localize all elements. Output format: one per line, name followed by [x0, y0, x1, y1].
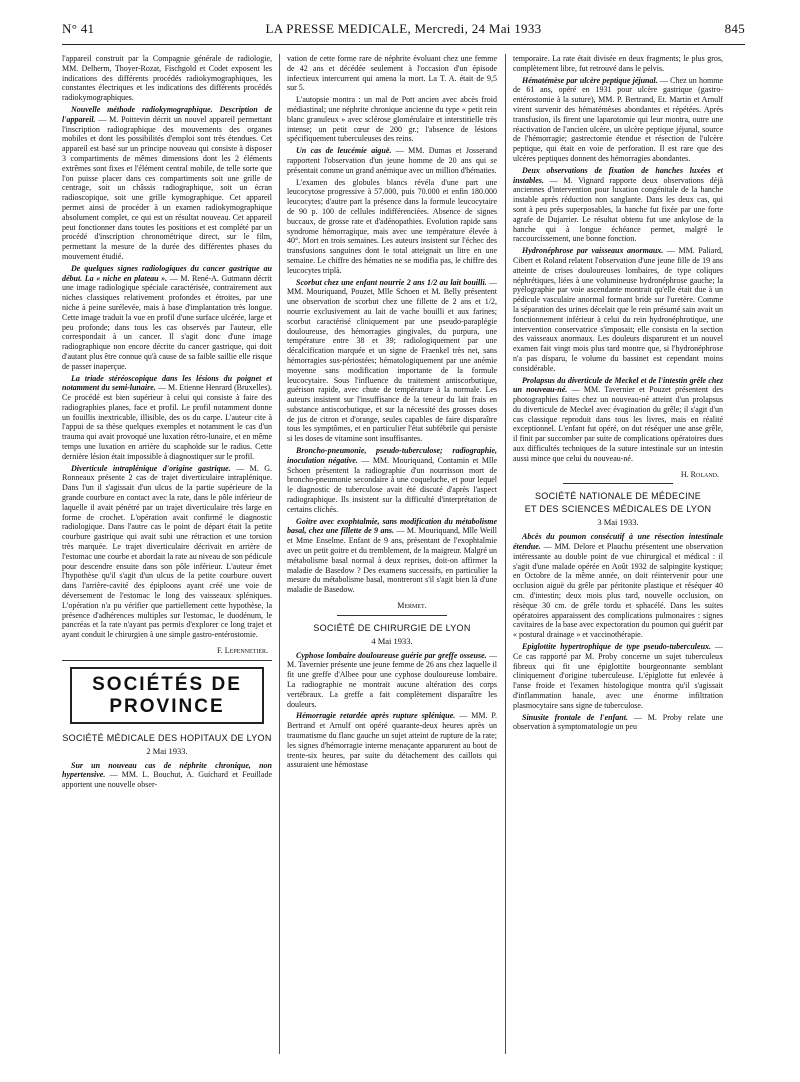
paragraph: vation de cette forme rare de néphrite évoluant chez une femme de 42 ans et décédée seulement à l'occasion d'un épisode infectieux intercurrent qui amena la mort. La T. A. était de 9,5 sur 5.: [287, 54, 497, 93]
article-body: — MM. L. Bouchut, A. Guichard et Feuillade apportent une nouvelle obser-: [62, 770, 272, 790]
article-body: — MM. Tavernier et Pouzet présentent des photographies faites chez un nouveau-né atteint d'un prolapsus du diverticule de Meckel avec évagination du grêle; il s'agit d'un cas classique reproduit dans tous les livres, mais en réalité exceptionnel. L'enfant fut opéré, on dut réséquer une anse grêle, il finit par succomber par suite de complications opératoires dues aux difficultés techniques de la suture intestinale sur un intestin aussi mince que celui du nouveau-né.: [513, 385, 723, 463]
header-rule: [62, 44, 745, 45]
article-title: Diverticule intraplénique d'origine gastrique.: [71, 463, 231, 473]
paragraph: L'examen des globules blancs révéla d'une part une leucocytose progressive à 57.000, puis 70.000 et enfin 180.000 leucocytes; d'autre part la présence dans la formule leucocytaire de 90 p. 100 de cellules indifférenciées. Absence de signes buccaux, de grosse rate et d'adénopathies. Evolution rapide sans syndrome hémorragique, mais avec une température élevée à 40°. Mort en trois semaines. Les auteurs insistent sur l'échec des transfusions sanguines dont le total atteignait un litre en une semaine. Le chiffre des hématies ne se modifia pas, le chiffre des leucocytes triplà.: [287, 177, 497, 275]
article-radiokymography: [62, 105, 272, 262]
paragraph: l'appareil construit par la Compagnie générale de radiologie, MM. Delherm, Thoyer-Rozat, Fischgold et Codet exposent les indications des différents procédés radiokymographiques, les constantes électriques et les indications des différents procédés radiokymographiques.: [62, 54, 272, 103]
article-title: Un cas de leucémie aiguë.: [296, 146, 392, 156]
journal-title-date: LA PRESSE MEDICALE, Mercredi, 24 Mai 1933: [265, 21, 542, 36]
page-number: 845: [724, 21, 745, 36]
article-body: — MM. P. Bertrand et Arnulf ont opéré quarante-deux heures après un traumatisme du flanc gauche un sujet atteint de rupture de la rate; les signes d'hémorragie interne menaçante apparurent au bout de trente-six heures, par suite du détachement des caillots qui assuraient une hémostase: [287, 711, 497, 770]
article-broncho-pneumonie: [287, 446, 497, 515]
session-date: 3 Mai 1933.: [597, 517, 639, 528]
article-title: De quelques signes radiologiques du cancer gastrique au début. La « niche en plateau ».: [62, 263, 272, 283]
article-body: — M. René-A. Gutmann décrit une image radiologique spéciale caractérisée, contrairement aux niches classiques relativement profondes et étroites, par une niche à peine surélevée, mais à base d'implantation très longue. Cette image traduit la vue en profil d'une surface ulcérée, large et peu profonde; dans tous les cas observés par l'auteur, elle correspondait à un cancer. Il s'agit donc d'une image radiographique non encore décrite du cancer gastrique, qui doit d'autant plus être connue qu'à cause de sa faible saillie elle risque de passer inaperçue.: [62, 273, 272, 371]
article-cyphose: [287, 651, 497, 710]
author-signature: H. Roland.: [680, 469, 719, 479]
article-title: Deux observations de fixation de hanches luxées et instables.: [513, 165, 723, 185]
article-nephrite: [62, 761, 272, 790]
article-title: Cyphose lombaire douloureuse guérie par greffe osseuse.: [296, 650, 487, 660]
column-1: [62, 54, 272, 1070]
section-heading-province: SOCIÉTÉS DE PROVINCE: [70, 667, 264, 724]
article-body: — MM. Mouriquand, Pouzet, Mlle Schoen et M. Belly présentent une observation de scorbut chez une fillette de 2 ans et 1/2, nourrie exclusivement au lait de vache bouilli et aux farines; scorbut caractérisé cliniquement par une pseudo-paraplégie douloureuse, des hémorragies gingivales, du purpura, une température entre 38 et 39; radiologiquement par une décalcification marquée et un signe de Fraenkel très net, sans hémorragies sus-périostées; hématologiquement par une anémie moyenne sans modification importante de la formule leucocytaire. Sous l'influence du traitement antiscorbutique, guérison rapide, avec chute de température à la normale. Les auteurs insistent sur l'insuffisance de la teneur du lait frais en substance antiscorbutique, et sur la nécessité des grosses doses de jus de citron et d'orange, seules capables de faire disparaître tous les symptômes, et en particulier l'état subfébrile qui persiste si les doses de vitamine sont insuffisantes.: [287, 277, 497, 444]
article-body: — M. Tavernier présente une jeune femme de 26 ans chez laquelle il fit une greffe d'Albee pour une cyphose douloureuse lombaire. La radiographie ne montrait aucune altération des corps vertébraux. La greffe a fait complètement disparaître les douleurs.: [287, 650, 497, 709]
article-title: Epiglottite hypertrophique de type pseudo-tuberculeux.: [522, 642, 712, 652]
article-body: — MM. Paliard, Cibert et Roland relatent l'observation d'une jeune fille de 19 ans atteinte de crises douloureuses lombaires, de type coliques néphrétiques, liées à une volumineuse hydronéphrose gauche; la pyélographie par voie ascendante montrait qu'elle était due à un pédicule vasculaire anormal formant bride sur l'uretère. Comme la séparation des urines décelait que le rein présumé sain avait un fonctionnement inférieur à celui du rein hydronéphrotique, une intervention conservatrice s'imposait; elle consista en la section des vaisseaux anormaux. Les douleurs disparurent et un nouvel examen fait vingt mois plus tard montre que, si l'hydronéphrose n'a pas disparu, le volume du bassinet est cependant moins considérable.: [513, 246, 723, 373]
article-title: Sur un nouveau cas de néphrite chronique, non hypertensive.: [62, 760, 272, 780]
article-diverticule: [62, 464, 272, 640]
article-body: — MM. Mouriquand, Contamin et Mlle Schoen présentent la radiographie d'un nourrisson mort de broncho-pneumonie secondaire à une coqueluche, et pour lequel le diagnostic de tuberculose avait été discuté d'après l'aspect radiographique. Ils insistent sur la difficulté d'interprétation de certains clichés.: [287, 455, 497, 514]
session-date: 4 Mai 1933.: [371, 635, 413, 646]
author-signature: Mermet.: [397, 601, 427, 611]
article-title: Goitre avec exophtalmie, sans modification du métabolisme basal, chez une fillette de 9 ans.: [287, 516, 497, 536]
society-heading: SOCIÉTÉ DE CHIRURGIE DE LYON: [313, 622, 471, 633]
column-2: [287, 54, 497, 1070]
article-leucemie: [287, 146, 497, 175]
article-title: Scorbut chez une enfant nourrie 2 ans 1/2 au lait bouilli.: [296, 277, 487, 287]
author-signature: F. Lepennetier.: [216, 646, 268, 656]
article-scorbut: [287, 278, 497, 445]
paragraph: L'autopsie montra : un mal de Pott ancien avec abcès froid médiastinal; une néphrite chronique ancienne du type « petit rein blanc granuleux » avec sclérose glomérulaire et interstitielle très intense; un petit cœur de 200 gr.; l'absence de lésions spécifiquement tuberculeuses des reins.: [287, 95, 497, 144]
issue-number: N° 41: [62, 21, 95, 36]
section-rule: [62, 660, 272, 661]
column-3: [513, 54, 723, 1070]
article-body: — MM. Delore et Plauchu présentent une observation intéressante au double point de vue chirurgical et médical : il s'agit d'une malade opérée en Août 1932 de salpingite kystique; en Octobre de la même année, on doit réintervenir pour une occlusion aiguë du grêle par péritonite plastique et réséquer 40 cm. d'intestin; deux mois plus tard, nouvelle occlusion, on résèque 30 cm. de grêle tordu et sphacélé. Dans les suites opératoires apparaissent des complications pulmonaires : signes cavitaires de la base avec expectoration du poumon qui guérit par « postural drainage » et vaccinothérapie.: [513, 542, 723, 640]
article-hemorragie: [287, 711, 497, 770]
society-heading: SOCIÉTÉ NATIONALE DE MÉDECINE: [534, 491, 702, 502]
article-body: — Chez un homme de 61 ans, opéré en 1931 pour ulcère gastrique (gastro-entérostomie à la suture), MM. P. Bertrand, Et. Martin et Arnulf virent survenir des hématémèses abondantes et répétées. Après transfusion, ils firent une laparotomie qui leur montra, outre une réactivation de l'ancien ulcère, un ulcère peptique jéjunal, source de l'hémorragie; gastrectomie étendue et résection de l'ulcère peptique, qui était en voie de perforation. Il est rare que des ulcères peptiques donnent des hémorragies abondantes.: [513, 75, 723, 163]
society-heading-line2: ET DES SCIENCES MÉDICALES DE LYON: [524, 504, 712, 515]
article-title: La triade stéréoscopique dans les lésions du poignet et notamment du semi-lunaire.: [62, 373, 272, 393]
article-title: Prolapsus du diverticule de Meckel et de l'intestin grêle chez un nouveau-né.: [513, 375, 723, 395]
article-body: — MM. Dumas et Josserand rapportent l'observation d'un jeune homme de 20 ans qui se présentait comme un grand anémique avec un million d'hématies.: [287, 146, 497, 175]
article-body: — M. Poittevin décrit un nouvel appareil permettant l'inscription radiographique des mouvements des organes mobiles et dont les possibilités d'emploi sont très étendues. Cet appareil est basé sur un principe nouveau qui consiste à disposer 3 compartiments de mêmes dimensions dont les 2 éléments extrêmes sont fixes et l'élément central mobile, de telle sorte que l'on puisse placer dans ces compartiments soit une grille de centrage, soit un châssis radiographique, soit un écran radioscopique, soit une grille kymographique. Cet appareil permet ainsi de procéder à un examen radiokymographique absolument complet, ce qui est un résultat nouveau. Cet appareil peut fonctionner dans toutes les positions et est complété par un procédé d'inscription chronométrique direct, sur le film, permettant la mesure de la durée des différentes phases du mouvement étudié.: [62, 114, 272, 261]
session-date: 2 Mai 1933.: [146, 745, 188, 756]
article-body: — M. Etienne Henrard (Bruxelles). Ce procédé est bien supérieur à celui qui consiste à faire des radiographies planes, face et profil. Le profil notamment donne un fouillis inextricable, illisible, des os du carpe. L'auteur cite à l'appui de sa thèse quelques exemples et notamment le cas d'un trauma qui avait provoqué une luxation rétro-lunaire, et en même temps une luxation en arrière du scaphoïde sur le radius. Cette dernière lésion était impossible à diagnostiquer sur le profil.: [62, 383, 272, 461]
section-rule: [337, 615, 447, 616]
article-title: Abcès du poumon consécutif à une résection intestinale étendue.: [513, 532, 723, 552]
article-title: Nouvelle méthode radiokymographique. Description de l'appareil.: [62, 104, 272, 124]
article-abces: [513, 532, 723, 640]
article-epiglottite: [513, 642, 723, 711]
article-hanches: [513, 166, 723, 244]
page-header: [62, 21, 745, 41]
article-title: Hydronéphrose par vaisseaux anormaux.: [522, 246, 664, 256]
article-title: Hématémèse par ulcère peptique jéjunal.: [522, 75, 658, 85]
article-body: — M. Vignard rapporte deux observations déjà anciennes d'intervention pour luxation congénitale de la hanche instable après réduction non sanglante. Dans les deux cas, qui sont à peu près superposables, la hanche fut fixée par une forte agrafe de Dujarrier. Le résultat obtenu fut une ankylose de la hanche qui à longue échéance permet, malgré le raccourcissement, une bonne fonction.: [513, 175, 723, 244]
article-niche-en-plateau: [62, 264, 272, 372]
column-divider: [505, 54, 506, 1054]
paragraph: temporaire. La rate était divisée en deux fragments; le plus gros, complètement libre, fut retrouvé dans le pelvis.: [513, 54, 723, 73]
article-hematemese: [513, 76, 723, 164]
article-goitre: [287, 517, 497, 595]
article-hydronephrose: [513, 246, 723, 373]
article-body: — M. Mouriquand, Mlle Weill et Mme Enselme. Enfant de 9 ans, présentant de l'exophtalmie avec un petit goitre et du tremblement, de la maigreur. Malgré un métabolisme basal normal à deux reprises, doit-on affirmer la maladie de Basedow ? Des examens successifs, en particulier la mesure du métabolisme basal, montreront s'il s'agit bien là d'une maladie de Basedow.: [287, 526, 497, 595]
article-body: — Ce cas rapporté par M. Proby concerne un sujet tuberculeux fibreux qui fit une épiglottite bourgeonnante semblant cliniquement d'origine tuberculeuse. L'épiglotte fut enlevée à l'anse froide et l'examen histologique montra qu'il s'agissait d'inflammation banale, avec une énorme infiltration plasmocytaire sans signe de tuberculose.: [513, 642, 723, 710]
society-heading: SOCIÉTÉ MÉDICALE DES HOPITAUX DE LYON: [62, 732, 272, 743]
article-triade-stereoscopique: [62, 374, 272, 462]
article-meckel: [513, 376, 723, 464]
article-body: — M. G. Ronneaux présente 2 cas de trajet diverticulaire intraplénique. Dans l'un il s'agissait d'un ulcus de la partie supérieure de la grande courbure en contact avec la rate, dans le pôle inférieur de laquelle il avait pénétré par un trajet diverticulaire très large en forme de crochet. L'opération avait confirmé le diagnostic radiologique. Dans l'autre cas le point de départ était la petite courbure gastrique qui avait subi une rétraction et une torsion très marquée. Le trajet diverticulaire décrivait en arrière de l'estomac une courbe et abordait la rate au niveau de son pédicule pour descendre ensuite dans son pôle inférieur. L'auteur émet l'hypothèse qu'il s'agit d'un ulcus de la petite courbure ouvert dans l'arrière-cavité des épiploons ayant créé une voie de déversement de l'estomac le long des vaisseaux spléniques. L'opération n'a pu vérifier que partiellement cette hypothèse, la présence d'adhérences multiples sur l'estomac, le duodénum, le pancréas et la rate n'ayant pas permis d'explorer ce long trajet et ayant conduit le chirurgien à une simple gastro-entérostomie.: [62, 463, 272, 640]
article-sinusite: [513, 713, 723, 733]
article-title: Hémorragie retardée après rupture splénique.: [296, 711, 456, 721]
section-rule: [563, 483, 673, 484]
article-title: Sinusite frontale de l'enfant.: [522, 712, 628, 722]
column-divider: [279, 54, 280, 1054]
article-title: Broncho-pneumonie, pseudo-tuberculose; radiographie, inoculation négative.: [287, 446, 497, 465]
article-body: — M. Proby relate une observation à symptomatologie un peu: [513, 712, 723, 732]
